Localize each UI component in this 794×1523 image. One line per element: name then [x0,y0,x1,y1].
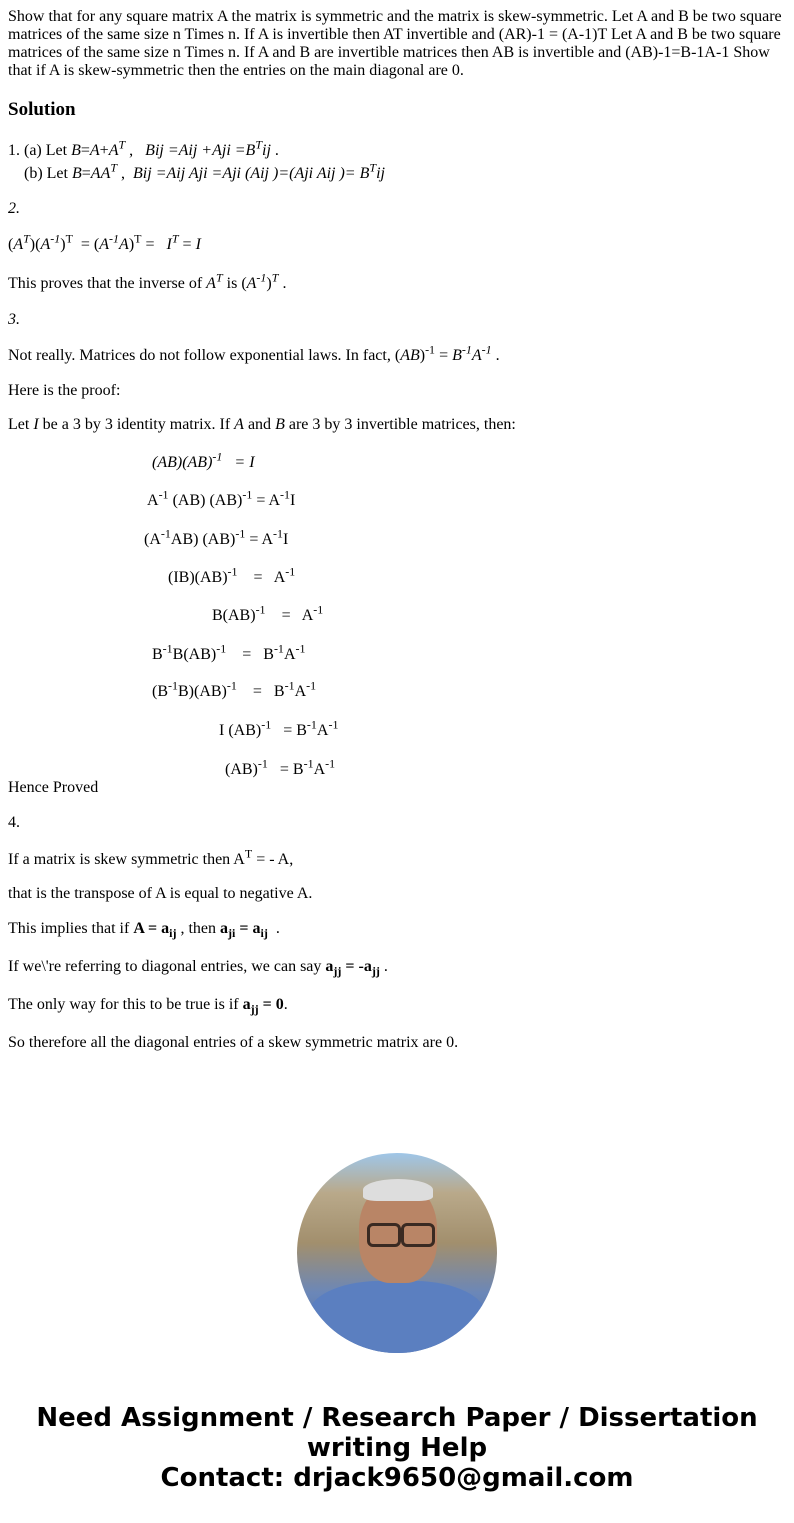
text-segment: T [110,160,118,175]
text-segment: + [99,142,109,159]
text-segment: that is the transpose of A is equal to negative A. [8,885,313,902]
text-segment: -1 [273,641,284,656]
text-segment: -1 [256,270,267,285]
text-segment: (AB) [225,761,258,778]
proof-equation [147,487,296,510]
text-segment: -1 [285,564,296,579]
text-segment: B(AB) [212,607,256,624]
text-segment: a [220,920,229,937]
text-segment: -1 [109,231,120,246]
solution-line [8,1034,458,1052]
text-segment: I [33,416,39,433]
text-segment: B [71,142,81,159]
text-segment: A = a [133,920,170,937]
solution-heading: Solution [8,99,76,120]
text-segment: (AB)(AB) [152,454,213,471]
text-segment: B [71,165,82,182]
text-segment: ji [228,926,236,941]
text-segment: . [379,958,388,975]
solution-line [8,920,280,941]
text-segment: -1 [257,756,268,771]
text-segment: The only way for this to be true is if [8,996,243,1013]
text-segment: (IB)(AB) [168,569,228,586]
proof-equation [168,564,296,587]
text-segment: = B [271,722,307,739]
text-segment: (B [152,683,168,700]
text-segment: ( [8,236,14,253]
text-segment: (AB) (AB) [168,492,243,509]
proof-equation [152,449,255,472]
text-segment: jj [371,964,380,979]
text-segment: A [294,683,307,700]
text-segment: , [125,142,146,159]
text-segment: -1 [160,526,171,541]
text-segment: ) [419,347,426,364]
text-segment: = [81,165,91,182]
text-segment: . [491,347,500,364]
text-segment: -1 [313,602,324,617]
text-segment: A [471,347,482,364]
photo-hair [363,1179,433,1201]
text-segment: A [99,236,110,253]
glasses-icon [367,1223,401,1247]
text-segment: = 0 [258,996,284,1013]
text-segment: T [369,160,377,175]
text-segment: -1 [306,717,317,732]
text-segment: A [119,236,129,253]
text-segment: (b) Let [24,165,72,182]
text-segment: T [118,137,126,152]
text-segment: A [313,761,326,778]
proof-equation [219,717,339,740]
proof-equation [225,756,336,779]
text-segment: I [290,492,296,509]
text-segment: . [278,275,287,292]
text-segment: = a [235,920,261,937]
text-segment: . [270,142,279,159]
text-segment: ij [169,926,177,941]
text-segment: = B [226,646,274,663]
text-segment: T [244,846,253,861]
text-segment: -1 [461,342,472,357]
text-segment: A [316,722,329,739]
text-segment: A [283,646,296,663]
solution-line [8,382,120,400]
text-segment: AB) (AB) [170,531,236,548]
text-segment: ij [262,142,271,159]
text-segment: ) [60,236,66,253]
proof-equation [152,678,317,701]
text-segment: -1 [158,487,169,502]
text-segment: -1 [425,342,436,357]
text-segment: I [166,236,172,253]
text-segment: be a 3 by 3 identity matrix. If [38,416,235,433]
text-segment: = - A, [252,851,294,868]
proof-equation [152,641,306,664]
text-segment: -1 [50,231,61,246]
solution-line [8,137,279,160]
text-segment: Not really. Matrices do not follow exponential laws. In fact, ( [8,347,401,364]
text-segment: 2. [8,200,20,217]
solution-line [8,311,20,329]
text-segment: -1 [303,756,314,771]
solution-line [8,231,201,254]
text-segment: = [80,142,90,159]
text-segment: -1 [235,526,246,541]
solution-line [8,846,294,869]
text-segment: T [215,270,223,285]
text-segment: = A [245,531,274,548]
text-segment: -1 [162,641,173,656]
text-segment: -1 [226,678,237,693]
footer-line-2: writing Help [306,1433,488,1463]
text-segment: -1 [295,641,306,656]
text-segment: -1 [280,487,291,502]
solution-line [8,270,287,293]
proof-equation [212,602,324,625]
text-segment: 3. [8,311,20,328]
text-segment: a [325,958,334,975]
text-segment: = -a [341,958,372,975]
text-segment: A [108,142,119,159]
text-segment: ) [266,275,272,292]
text-segment: and [243,416,276,433]
footer-ad [0,1403,794,1493]
text-segment: = [141,236,167,253]
text-segment: -1 [168,678,178,693]
text-segment: ) [128,236,135,253]
solution-line [8,779,98,797]
solution-line [8,958,388,979]
text-segment: )( [29,236,41,253]
text-segment: A [147,492,159,509]
text-segment: = B [236,683,285,700]
text-segment: If we\'re referring to diagonal entries, we can say [8,958,326,975]
text-segment: A [40,236,51,253]
text-segment: . [267,920,280,937]
text-segment: T [171,231,179,246]
text-segment: Let [8,416,34,433]
text-segment: T [255,137,263,152]
text-segment: ij [376,165,385,182]
text-segment: = A [265,607,314,624]
text-segment: This proves that the inverse of [8,275,207,292]
text-segment: -1 [261,717,272,732]
text-segment: AB [400,347,420,364]
text-segment: -1 [306,678,317,693]
text-segment: A [206,275,216,292]
text-segment: = I [222,454,255,471]
text-segment: = [435,347,453,364]
solution-line [8,996,288,1017]
text-segment: Bij =Aij +Aji =B [145,142,256,159]
text-segment: A [246,275,257,292]
text-segment: -1 [328,717,339,732]
text-segment: A [234,416,244,433]
text-segment: jj [333,964,342,979]
text-segment: A [13,236,24,253]
text-segment: . [283,996,288,1013]
text-segment: -1 [216,641,227,656]
text-segment: I (AB) [219,722,262,739]
text-segment: I [283,531,289,548]
text-segment: AA [90,165,111,182]
text-segment: ij [260,926,268,941]
solution-line [8,885,312,903]
text-segment: T [65,231,73,246]
text-segment: -1 [284,678,295,693]
text-segment: T [271,270,279,285]
text-segment: I [195,236,201,253]
text-segment: T [23,231,30,246]
text-segment: Hence Proved [8,779,99,796]
footer-line-1: Need Assignment / Research Paper / Dissertation [36,1403,758,1433]
text-segment: jj [250,1002,259,1017]
solution-line [8,416,516,434]
text-segment: 4. [8,814,20,831]
glasses-icon [401,1223,435,1247]
text-segment: If a matrix is skew symmetric then A [8,851,245,868]
solution-line [8,814,20,832]
text-segment: Bij =Aij Aji =Aji (Aij )=(Aji Aij )= B [133,165,370,182]
text-segment: -1 [212,449,223,464]
text-segment: Here is the proof: [8,382,121,399]
text-segment: So therefore all the diagonal entries of a skew symmetric matrix are 0. [8,1034,459,1051]
text-segment: is ( [222,275,247,292]
text-segment: (A [144,531,161,548]
text-segment: -1 [273,526,284,541]
solution-line [8,200,20,218]
text-segment: = ( [72,236,100,253]
text-segment: a [242,996,251,1013]
text-segment: = [178,236,196,253]
text-segment: B [152,646,163,663]
text-segment: A [89,142,100,159]
photo-shirt [307,1281,487,1353]
text-segment: T [134,231,142,246]
text-segment: B [275,416,285,433]
text-segment: This implies that if [8,920,134,937]
author-photo [297,1153,497,1353]
text-segment: -1 [255,602,266,617]
text-segment: B)(AB) [178,683,227,700]
text-segment: = A [252,492,281,509]
proof-equation [144,526,289,549]
text-segment: -1 [242,487,253,502]
text-segment: B(AB) [172,646,217,663]
solution-line [8,342,500,365]
footer-contact[interactable]: Contact: drjack9650@gmail.com [160,1463,634,1493]
text-segment: , [117,165,134,182]
text-segment: -1 [325,756,336,771]
text-segment: , then [176,920,221,937]
text-segment: = A [237,569,286,586]
text-segment: = B [267,761,304,778]
text-segment: B [452,347,462,364]
question-text: Show that for any square matrix A the matrix is symmetric and the matrix is skew-symmetric. Let A and B be two square matrices of the same size n Times n. If A is invertible then AT invertible and (AR)-1 = (A-1)T Let A and B be two square matrices of the same size n Times n. If A and B are invertible matrices then AB is invertible and (AB)-1=B-1A-1 Show that if A is skew-symmetric then the entries on the main diagonal are 0. [8,8,782,79]
text-segment: -1 [481,342,492,357]
text-segment: are 3 by 3 invertible matrices, then: [284,416,516,433]
solution-line [24,160,385,183]
text-segment: 1. (a) Let [8,142,72,159]
text-segment: -1 [227,564,238,579]
